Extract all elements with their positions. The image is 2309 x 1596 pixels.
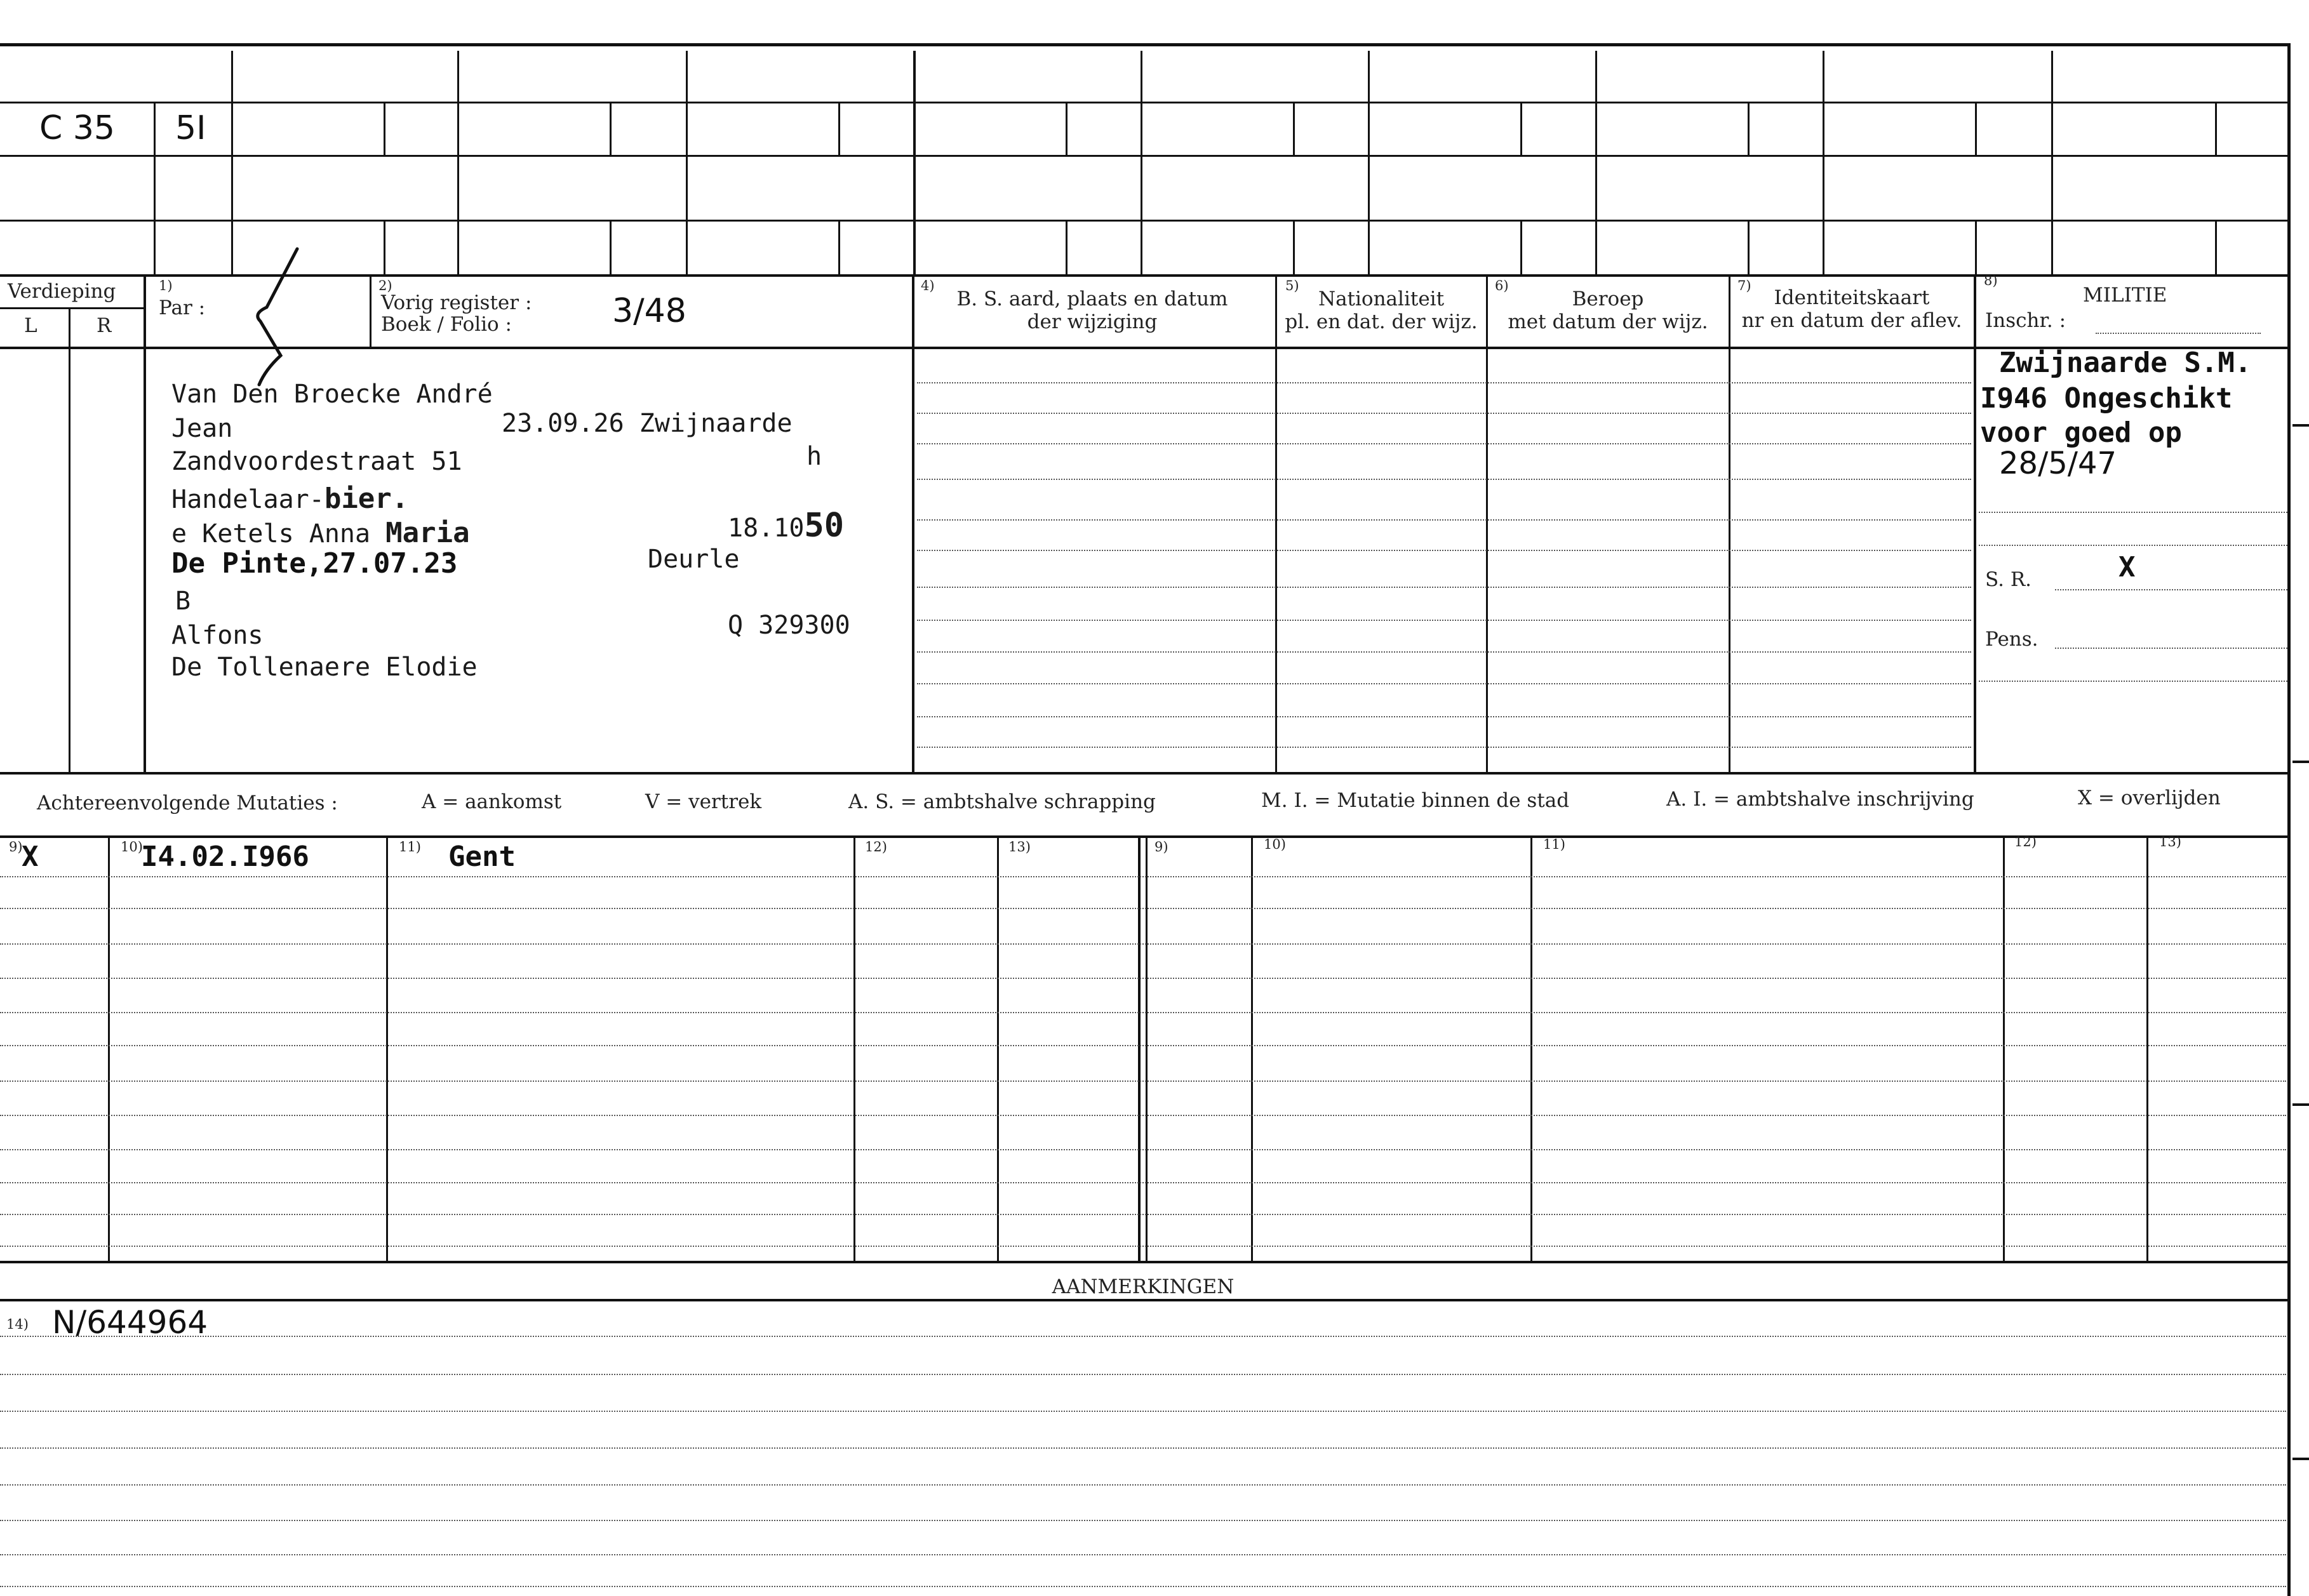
col5-number: 5) (1285, 278, 1299, 293)
mother-name: De Tollenaere Elodie (171, 653, 478, 682)
sr-dotted-line (2055, 589, 2287, 590)
grid-line (0, 102, 2291, 103)
legend-ai: A. I. = ambtshalve inschrijving (1666, 788, 1974, 811)
grid-line (1146, 835, 1148, 1261)
marriage-date: 18.1050 (728, 507, 845, 545)
mut-left-num-9: 9) (9, 839, 23, 855)
spouse-birthplace: Deurle (648, 545, 740, 574)
grid-line (1748, 220, 1750, 274)
grid-line (0, 772, 2291, 775)
id-number: Q 329300 (728, 611, 850, 640)
card-code-right: 5I (175, 109, 206, 147)
nat-label-line1: Nationaliteit (1318, 288, 1445, 310)
grid-line (2051, 51, 2053, 274)
grid-line (386, 835, 388, 1261)
sr-value: X (2118, 551, 2136, 583)
grid-line (1141, 51, 1142, 274)
person-mark: h (806, 442, 822, 471)
grid-line (0, 307, 145, 309)
grid-line (144, 277, 146, 773)
grid-line (2146, 835, 2148, 1261)
person-spouse-extra: Maria (385, 517, 470, 549)
grid-line (912, 277, 914, 773)
mut-left-num-13: 13) (1008, 839, 1031, 855)
grid-line (1729, 277, 1730, 773)
grid-line (0, 1261, 2291, 1263)
grid-line (0, 1299, 2291, 1301)
boek-folio-value: 3/48 (612, 292, 686, 330)
grid-line (838, 220, 840, 274)
mutation-date: I4.02.I966 (141, 841, 309, 873)
person-birth: 23.09.26 Zwijnaarde (502, 409, 793, 438)
mut-right-num-9: 9) (1154, 839, 1168, 855)
mut-right-num-11: 11) (1543, 837, 1565, 852)
grid-line (853, 835, 855, 1261)
grid-line (1748, 102, 1750, 155)
mutation-type: X (22, 841, 39, 873)
pen-stroke-icon (241, 244, 305, 390)
person-address: Zandvoordestraat 51 (171, 447, 462, 476)
grid-line (997, 835, 999, 1261)
grid-line (0, 274, 2291, 277)
pens-label: Pens. (1985, 628, 2038, 651)
remarks-number: 14) (6, 1317, 29, 1332)
grid-line (1974, 277, 1976, 773)
sr-label: S. R. (1985, 568, 2032, 591)
grid-line (154, 102, 156, 274)
grid-line (0, 155, 2291, 157)
grid-line (2215, 102, 2217, 155)
militie-line1: Zwijnaarde S.M. (1999, 347, 2252, 379)
grid-line (0, 220, 2291, 222)
card-code-left: C 35 (39, 109, 116, 147)
grid-line (384, 220, 385, 274)
legend-title: Achtereenvolgende Mutaties : (37, 792, 338, 815)
grid-line (457, 51, 459, 274)
grid-line (1520, 220, 1522, 274)
vorig-register-label: Vorig register : (381, 291, 532, 314)
grid-line (108, 835, 110, 1261)
remarks-title: AANMERKINGEN (1052, 1275, 1235, 1298)
grid-line (610, 220, 612, 274)
marriage-year: 50 (804, 507, 845, 545)
person-profession: Handelaar-bier. (171, 482, 409, 515)
verdieping-label: Verdieping (8, 280, 116, 303)
legend-x: X = overlijden (2078, 787, 2221, 809)
grid-line (0, 347, 2291, 349)
grid-line (231, 51, 233, 274)
legend-v: V = vertrek (645, 790, 762, 813)
grid-line (1066, 220, 1067, 274)
spouse-birth: De Pinte,27.07.23 (171, 547, 458, 580)
col2-number: 2) (378, 278, 392, 293)
grid-line (913, 51, 916, 274)
person-profession-extra: bier. (324, 482, 409, 515)
father-name: Alfons (171, 621, 264, 650)
inschr-dotted-line (2096, 333, 2261, 334)
beroep-label-line1: Beroep (1572, 288, 1644, 310)
grid-line (1595, 51, 1597, 274)
grid-line (1275, 277, 1277, 773)
grid-line (1823, 51, 1824, 274)
militie-dotted-line (1979, 681, 2287, 682)
mut-right-num-10: 10) (1264, 837, 1286, 852)
grid-line (1975, 102, 1977, 155)
inschr-label: Inschr. : (1985, 309, 2066, 332)
grid-line (2215, 220, 2217, 274)
grid-line (1530, 835, 1532, 1261)
militie-line4: 28/5/47 (1999, 446, 2117, 481)
grid-line (610, 102, 612, 155)
legend-a: A = aankomst (422, 790, 562, 813)
person-spouse: e Ketels Anna Maria (171, 517, 470, 549)
mut-right-num-12: 12) (2014, 834, 2037, 849)
boek-folio-label: Boek / Folio : (381, 313, 512, 336)
militie-dotted-line (1979, 512, 2287, 513)
bs-label-line2: der wijziging (1027, 310, 1158, 333)
nat-label-line2: pl. en dat. der wijz. (1285, 310, 1478, 333)
grid-line (69, 307, 70, 773)
militie-line2: I946 Ongeschikt (1980, 382, 2233, 415)
grid-line (1066, 102, 1067, 155)
legend-as: A. S. = ambtshalve schrapping (848, 790, 1156, 813)
mutation-place: Gent (448, 841, 516, 873)
person-marker-b: B (175, 587, 191, 616)
beroep-label-line2: met datum der wijz. (1508, 310, 1708, 333)
col1-number: 1) (159, 278, 173, 293)
grid-line (1138, 835, 1141, 1261)
col4-number: 4) (921, 278, 935, 293)
bs-label-line1: B. S. aard, plaats en datum (956, 288, 1228, 310)
grid-line (1520, 102, 1522, 155)
militie-dotted-line (1979, 545, 2287, 546)
militie-label: MILITIE (2083, 284, 2167, 307)
mut-right-num-13: 13) (2159, 834, 2181, 849)
col6-number: 6) (1495, 278, 1509, 293)
col8-number: 8) (1984, 273, 1998, 288)
legend-mi: M. I. = Mutatie binnen de stad (1261, 789, 1570, 812)
grid-line (1368, 51, 1370, 274)
grid-line (1251, 835, 1253, 1261)
grid-line (2003, 835, 2005, 1261)
person-surname: Van Den Broecke André (171, 380, 493, 409)
mut-left-num-12: 12) (865, 839, 887, 855)
grid-line (1975, 220, 1977, 274)
grid-line (1293, 102, 1295, 155)
grid-line (384, 102, 385, 155)
grid-line (1486, 277, 1488, 773)
id-label-line1: Identiteitskaart (1774, 286, 1930, 309)
mut-left-num-11: 11) (399, 839, 421, 855)
grid-line (1293, 220, 1295, 274)
pens-dotted-line (2055, 648, 2287, 649)
id-label-line2: nr en datum der aflev. (1741, 309, 1962, 332)
r-label: R (97, 314, 112, 337)
person-firstname: Jean (171, 414, 233, 443)
militie-line3: voor goed op (1980, 416, 2182, 449)
grid-line (838, 102, 840, 155)
grid-line (686, 51, 688, 274)
grid-line (370, 277, 371, 348)
l-label: L (24, 314, 37, 337)
remarks-value: N/644964 (52, 1304, 208, 1341)
par-label: Par : (159, 296, 206, 319)
col7-number: 7) (1737, 278, 1751, 293)
mut-left-num-10: 10) (121, 839, 143, 855)
